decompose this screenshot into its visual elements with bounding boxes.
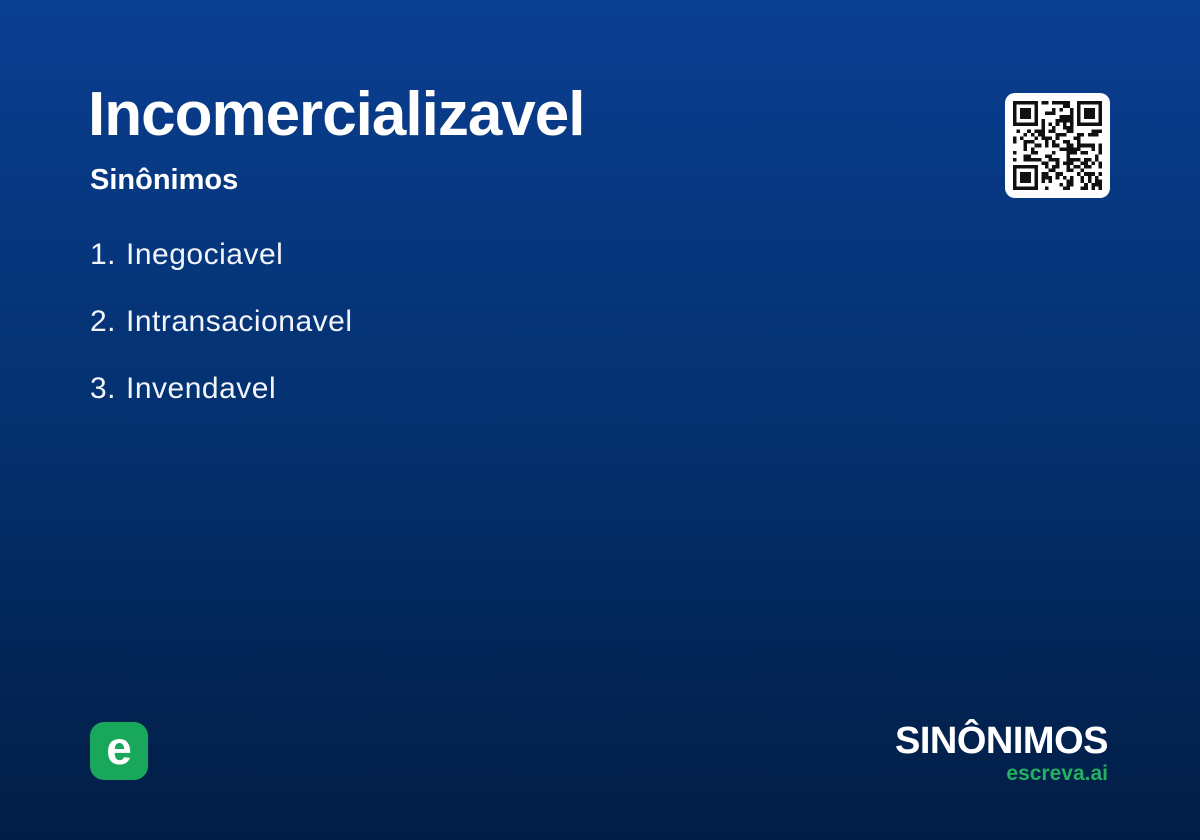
synonym-item: [90, 305, 353, 372]
escreva-logo: [90, 722, 148, 780]
page-title: Incomercializavel: [88, 80, 585, 149]
synonym-number: 1.: [90, 238, 117, 271]
synonym-word: Invendavel: [126, 372, 277, 405]
escreva-logo-letter: e: [106, 722, 132, 774]
subtitle: Sinônimos: [90, 164, 239, 196]
brand-name: SINÔNIMOS: [895, 720, 1108, 762]
synonym-number: 3.: [90, 372, 117, 405]
synonym-item: [90, 372, 353, 439]
brand-site: escreva.ai: [1006, 762, 1108, 785]
qr-code: [1005, 93, 1110, 198]
synonym-word: Intransacionavel: [126, 305, 353, 338]
synonym-word: Inegociavel: [126, 238, 284, 271]
synonym-item: [90, 238, 353, 305]
qr-code-pattern: [1013, 101, 1102, 190]
synonyms-list: [90, 238, 353, 439]
brand-block: [895, 722, 1108, 786]
synonym-number: 2.: [90, 305, 117, 338]
